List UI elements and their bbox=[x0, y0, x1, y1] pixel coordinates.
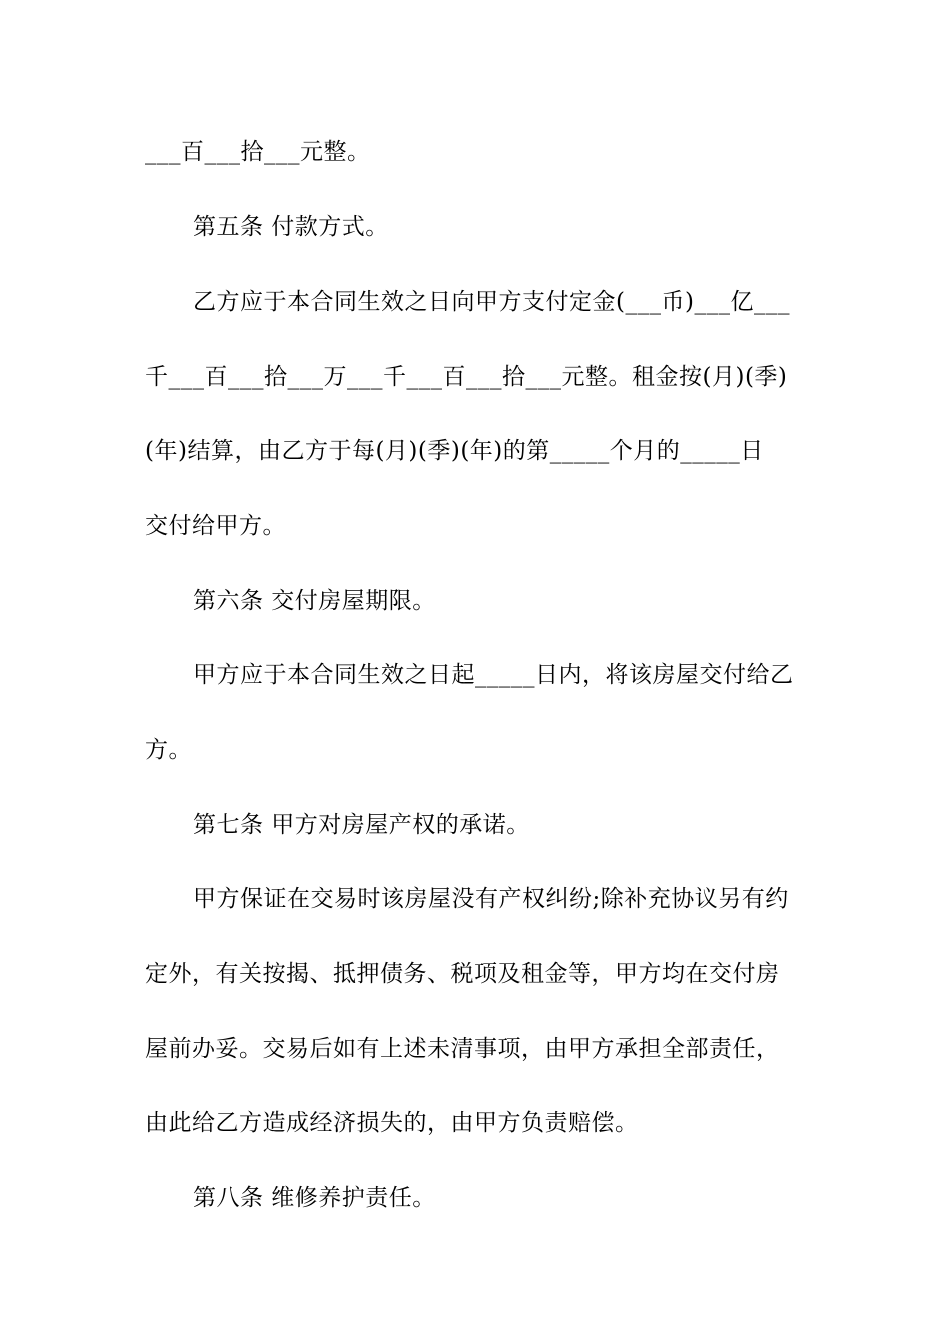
paragraph-line: 千___百___拾___万___千___百___拾___元整。租金按(月)(季) bbox=[145, 364, 788, 390]
paragraph-line: 乙方应于本合同生效之日向甲方支付定金(___币)___亿___ bbox=[193, 289, 790, 315]
paragraph-line: 由此给乙方造成经济损失的，由甲方负责赔偿。 bbox=[145, 1110, 639, 1136]
paragraph-line: ___百___拾___元整。 bbox=[145, 139, 371, 165]
paragraph-line: 方。 bbox=[145, 737, 192, 763]
paragraph-line: (年)结算，由乙方于每(月)(季)(年)的第_____个月的_____日 bbox=[145, 438, 764, 464]
paragraph-line: 甲方保证在交易时该房屋没有产权纠纷;除补充协议另有约 bbox=[193, 886, 789, 912]
article-heading: 第六条 交付房屋期限。 bbox=[193, 588, 436, 614]
paragraph-line: 屋前办妥。交易后如有上述未清事项，由甲方承担全部责任， bbox=[145, 1036, 780, 1062]
article-heading: 第七条 甲方对房屋产权的承诺。 bbox=[193, 812, 530, 838]
paragraph-line: 甲方应于本合同生效之日起_____日内，将该房屋交付给乙 bbox=[193, 662, 794, 688]
article-heading: 第八条 维修养护责任。 bbox=[193, 1185, 436, 1211]
paragraph-line: 定外，有关按揭、抵押债务、税项及租金等，甲方均在交付房 bbox=[145, 961, 780, 987]
article-heading: 第五条 付款方式。 bbox=[193, 214, 389, 240]
paragraph-line: 交付给甲方。 bbox=[145, 513, 286, 539]
